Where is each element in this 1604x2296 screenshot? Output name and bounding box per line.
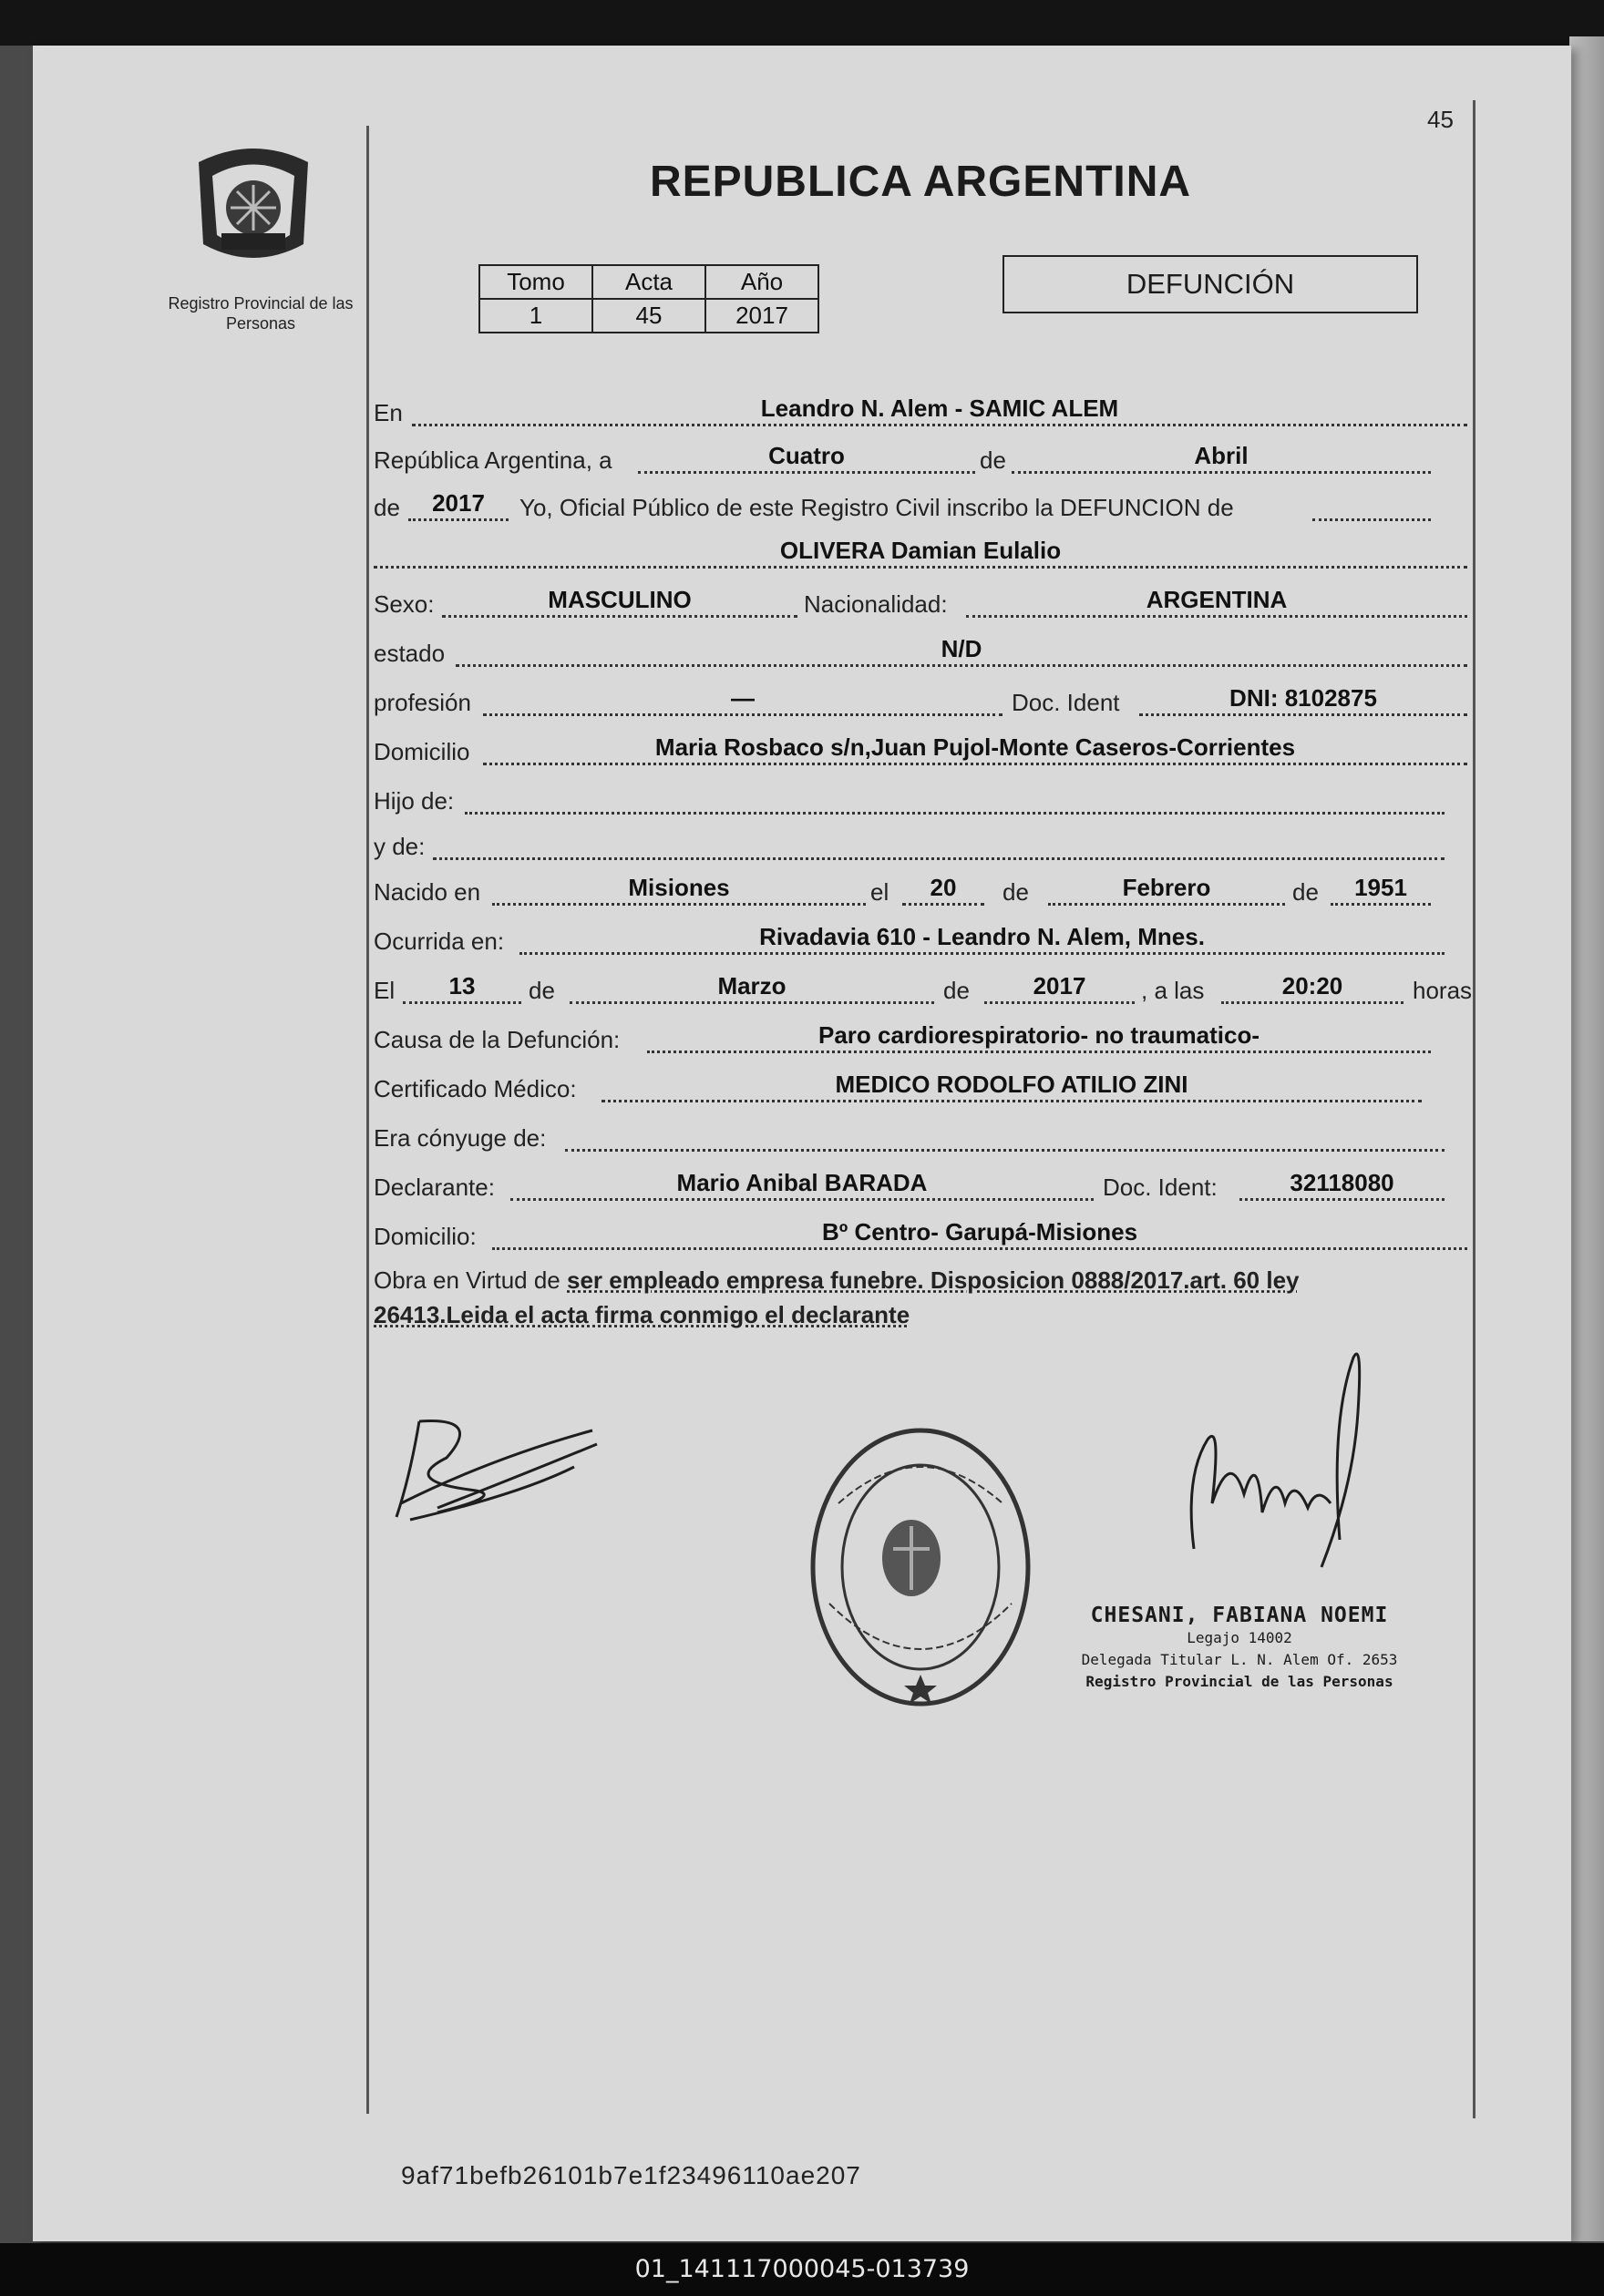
- causa-value: Paro cardiorespiratorio- no traumatico-: [818, 1021, 1260, 1049]
- obra-value-line1: ser empleado empresa funebre. Disposicion 0888/2017.art. 60 ley: [567, 1266, 1300, 1294]
- conyuge-field: [565, 1122, 1445, 1152]
- causa-label: Causa de la Defunción:: [374, 1026, 621, 1053]
- fecha-horas-label: horas: [1413, 977, 1473, 1004]
- month-value: Abril: [1194, 442, 1249, 469]
- row-causa: [374, 1019, 1467, 1059]
- sexo-label: Sexo:: [374, 590, 435, 618]
- page-underlay: [1569, 36, 1604, 2241]
- nacionalidad-label: Nacionalidad:: [804, 590, 948, 618]
- official-block: [1012, 1604, 1467, 1693]
- certificado-label: Certificado Médico:: [374, 1075, 577, 1102]
- anio-value: 2017: [705, 299, 818, 333]
- official-cargo: Delegada Titular L. N. Alem Of. 2653: [1081, 1651, 1398, 1668]
- scan-top-edge: [0, 0, 1604, 46]
- acta-value: 45: [592, 299, 705, 333]
- row-declarante: [374, 1166, 1467, 1206]
- fecha-de2-label: de: [943, 977, 970, 1004]
- nacionalidad-value: ARGENTINA: [1146, 586, 1288, 613]
- year-de-label: de: [374, 494, 400, 521]
- domicilio-label: Domicilio: [374, 738, 470, 765]
- estado-value: N/D: [941, 635, 982, 662]
- republica-label: República Argentina, a: [374, 446, 612, 474]
- obra-value-line2: 26413.Leida el acta firma conmigo el declarante: [374, 1301, 910, 1328]
- fecha-de1-label: de: [529, 977, 555, 1004]
- declarante-label: Declarante:: [374, 1174, 495, 1201]
- page-number: 45: [1427, 106, 1454, 133]
- fecha-time-value: 20:20: [1281, 972, 1343, 999]
- registry-table: [478, 264, 819, 333]
- right-margin-line: [1473, 100, 1475, 2118]
- obra-label: Obra en Virtud de: [374, 1266, 560, 1294]
- row-conyuge: [374, 1117, 1467, 1157]
- domicilio2-value: Bº Centro- Garupá-Misiones: [821, 1218, 1138, 1245]
- day-value: Cuatro: [768, 442, 845, 469]
- doc-ident-value: DNI: 8102875: [1229, 684, 1377, 712]
- acta-header: Acta: [592, 265, 705, 299]
- fecha-year-value: 2017: [1033, 972, 1086, 999]
- doc-ident-label: Doc. Ident: [1012, 689, 1120, 716]
- scan-footer-id: 01_141117000045-013739: [0, 2243, 1604, 2296]
- conyuge-label: Era cónyuge de:: [374, 1124, 547, 1152]
- row-domicilio-declarante: [374, 1215, 1467, 1256]
- row-fecha: [374, 969, 1473, 1010]
- row-ocurrida: [374, 920, 1467, 960]
- en-value: Leandro N. Alem - SAMIC ALEM: [760, 395, 1119, 422]
- declarante-doc-value: 32118080: [1290, 1169, 1394, 1196]
- declarante-value: Mario Anibal BARADA: [676, 1169, 928, 1196]
- profesion-label: profesión: [374, 689, 471, 716]
- row-estado: [374, 632, 1467, 672]
- nacido-place-value: Misiones: [628, 874, 730, 901]
- row-certificado: [374, 1068, 1467, 1108]
- tomo-value: 1: [479, 299, 592, 333]
- nacido-label: Nacido en: [374, 878, 481, 906]
- row-domicilio: [374, 731, 1467, 771]
- ocurrida-label: Ocurrida en:: [374, 928, 505, 955]
- declarante-signature-icon: [383, 1403, 611, 1531]
- row-en: [374, 392, 1467, 432]
- certificado-value: MEDICO RODOLFO ATILIO ZINI: [835, 1071, 1188, 1098]
- anio-header: Año: [705, 265, 818, 299]
- row-year: [374, 487, 1467, 527]
- nacido-de1-label: de: [1002, 878, 1029, 906]
- fecha-el-label: El: [374, 977, 396, 1004]
- profesion-value: —: [731, 684, 755, 712]
- en-label: En: [374, 399, 403, 426]
- nacido-day-value: 20: [930, 874, 957, 901]
- tomo-header: Tomo: [479, 265, 592, 299]
- yde-field: [433, 830, 1445, 860]
- sexo-value: MASCULINO: [548, 586, 692, 613]
- year-trailing-field: [1312, 491, 1431, 521]
- official-signature-icon: [1157, 1339, 1376, 1594]
- row-sexo: [374, 583, 1467, 623]
- fecha-alas-label: , a las: [1141, 977, 1205, 1004]
- declarante-doc-label: Doc. Ident:: [1103, 1174, 1218, 1201]
- yde-label: y de:: [374, 833, 426, 860]
- province-seal-icon: [180, 135, 326, 276]
- left-margin-line: [366, 126, 369, 2114]
- domicilio-value: Maria Rosbaco s/n,Juan Pujol-Monte Caseros-Corrientes: [654, 733, 1296, 761]
- obra-en-virtud: [374, 1263, 1482, 1332]
- nacido-el-label: el: [870, 878, 889, 906]
- nacido-month-value: Febrero: [1122, 874, 1211, 901]
- domicilio2-label: Domicilio:: [374, 1223, 477, 1250]
- de-label: de: [980, 446, 1006, 474]
- row-profesion: [374, 682, 1467, 722]
- page-title: REPUBLICA ARGENTINA: [649, 158, 1192, 206]
- row-republica: [374, 439, 1467, 479]
- official-name: CHESANI, FABIANA NOEMI: [1090, 1604, 1389, 1627]
- doc-type-box: DEFUNCIÓN: [1002, 255, 1418, 313]
- official-registro: Registro Provincial de las Personas: [1085, 1673, 1393, 1690]
- official-stamp-icon: [802, 1421, 1039, 1713]
- nacido-de2-label: de: [1292, 878, 1319, 906]
- document-hash: 9af71befb26101b7e1f23496110ae207: [401, 2161, 861, 2189]
- year-value: 2017: [432, 489, 485, 517]
- official-legajo: Legajo 14002: [1187, 1629, 1292, 1646]
- hijo-field: [465, 784, 1445, 815]
- declaration-text: Yo, Oficial Público de este Registro Civil inscribo la DEFUNCION de: [519, 494, 1234, 521]
- nombre-value: OLIVERA Damian Eulalio: [779, 537, 1062, 564]
- estado-label: estado: [374, 640, 446, 667]
- fecha-month-value: Marzo: [717, 972, 787, 999]
- row-hijo: [374, 780, 1467, 820]
- ocurrida-value: Rivadavia 610 - Leandro N. Alem, Mnes.: [759, 923, 1205, 950]
- nacido-year-value: 1951: [1354, 874, 1407, 901]
- fecha-day-value: 13: [448, 972, 476, 999]
- row-yde: [374, 825, 1467, 866]
- seal-caption: Registro Provincial de las Personas: [168, 294, 354, 333]
- row-nacido: [374, 871, 1467, 911]
- row-nombre: [374, 534, 1467, 574]
- hijo-label: Hijo de:: [374, 787, 455, 815]
